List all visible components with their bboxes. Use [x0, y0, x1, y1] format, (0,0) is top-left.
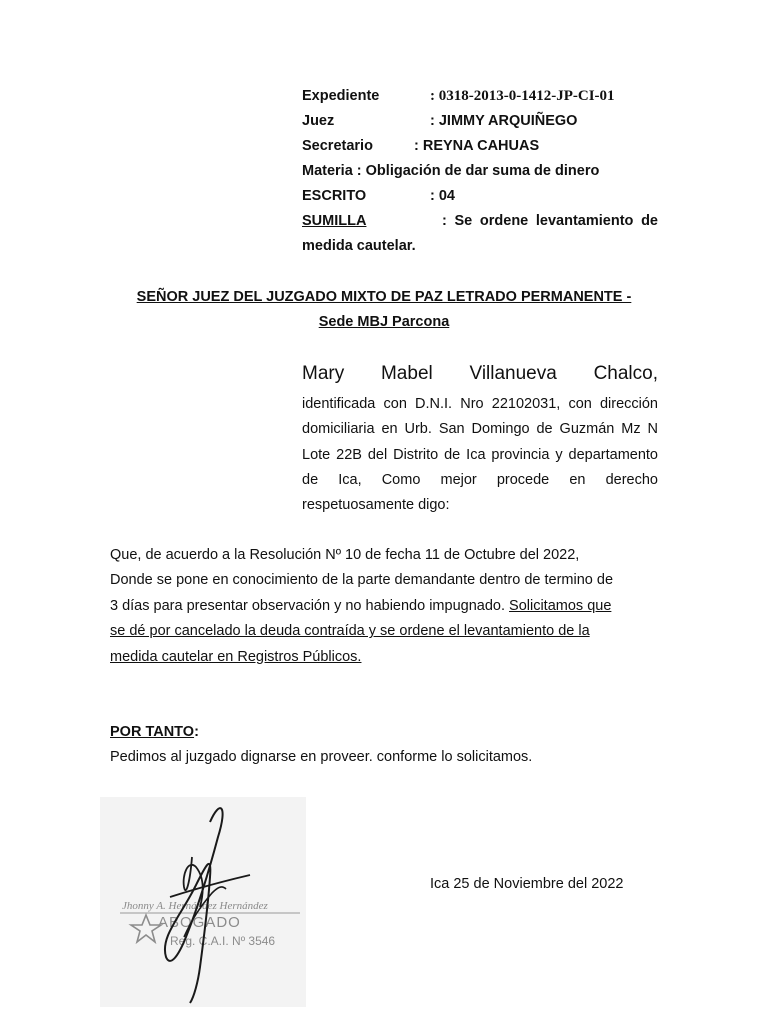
closing-request: Pedimos al juzgado dignarse en proveer. conforme lo solicitamos.	[110, 749, 533, 765]
escrito-label: ESCRITO	[302, 188, 367, 204]
body-paragraph	[110, 543, 630, 670]
secretario-label: Secretario	[302, 138, 373, 154]
juez-label: Juez	[302, 113, 335, 129]
secretario-row	[302, 134, 662, 159]
signature-image	[100, 797, 306, 1007]
expediente-value: : 0318-2013-0-1412-JP-CI-01	[430, 88, 615, 104]
por-tanto-heading	[110, 720, 532, 745]
sumilla-continuation: medida cautelar.	[302, 238, 416, 254]
body-line: Que, de acuerdo a la Resolución Nº 10 de fecha 11 de Octubre del 2022,	[110, 547, 580, 563]
sumilla-row	[302, 209, 662, 234]
star-icon	[131, 915, 161, 942]
request-text: medida cautelar en Registros Públicos.	[110, 648, 362, 665]
body-text: 3 días para presentar observación y no habiendo impugnado.	[110, 597, 510, 614]
sumilla-label: SUMILLA	[302, 213, 367, 229]
materia-row	[302, 159, 662, 184]
petitioner-line: Lote 22B del Distrito de Ica provincia y departamento	[302, 446, 658, 463]
petitioner-name-word: Mary	[302, 363, 345, 384]
petitioner-line: identificada con D.N.I. Nro 22102031, con dirección	[302, 396, 658, 412]
body-line	[110, 594, 630, 619]
body-line: Donde se pone en conocimiento de la parte demandante dentro de termino de	[110, 572, 614, 589]
sumilla-value: : Se ordene levantamiento de	[442, 213, 658, 229]
document-date: Ica 25 de Noviembre del 2022	[430, 876, 624, 892]
expediente-row	[302, 84, 662, 109]
materia-text: Materia : Obligación de dar suma de dinero	[302, 163, 600, 179]
body-line	[110, 645, 630, 670]
addressee-line-2: Sede MBJ Parcona	[318, 314, 450, 330]
signature-stamp	[100, 797, 306, 1007]
petitioner-line: de Ica, Como mejor procede en derecho	[302, 471, 658, 488]
petitioner-line: domiciliaria en Urb. San Domingo de Guzmán Mz N	[302, 421, 658, 438]
petitioner-line: respetuosamente digo:	[302, 497, 450, 514]
por-tanto-label: POR TANTO	[110, 724, 195, 740]
petitioner-name	[302, 360, 658, 388]
petitioner-name-word: Villanueva	[469, 363, 557, 384]
juez-value: : JIMMY ARQUIÑEGO	[430, 113, 578, 129]
juez-row	[302, 109, 662, 134]
escrito-row	[302, 184, 662, 209]
body-line	[110, 619, 630, 644]
request-text: se dé por cancelado la deuda contraída y se ordene el levantamiento de la	[110, 623, 590, 640]
petitioner-details	[302, 392, 658, 518]
expediente-label: Expediente	[302, 88, 380, 104]
addressee-line-1: SEÑOR JUEZ DEL JUZGADO MIXTO DE PAZ LETRADO PERMANENTE -	[136, 289, 632, 305]
request-text: Solicitamos que	[509, 597, 612, 614]
stamp-registration: Reg. C.A.I. Nº 3546	[170, 934, 276, 948]
addressee	[100, 285, 668, 335]
petitioner-name-word: Mabel	[380, 363, 433, 384]
por-tanto-colon: :	[194, 724, 199, 740]
por-tanto-section	[110, 720, 532, 770]
petitioner-name-word: Chalco,	[593, 363, 658, 384]
stamp-name: Jhonny A. Hernández Hernández	[122, 900, 268, 912]
escrito-value: : 04	[430, 188, 455, 204]
secretario-value: : REYNA CAHUAS	[414, 138, 540, 154]
petitioner-intro	[302, 360, 658, 518]
sumilla-continuation-row	[302, 234, 662, 259]
case-header	[302, 84, 662, 259]
stamp-title: ABOGADO	[158, 914, 241, 931]
